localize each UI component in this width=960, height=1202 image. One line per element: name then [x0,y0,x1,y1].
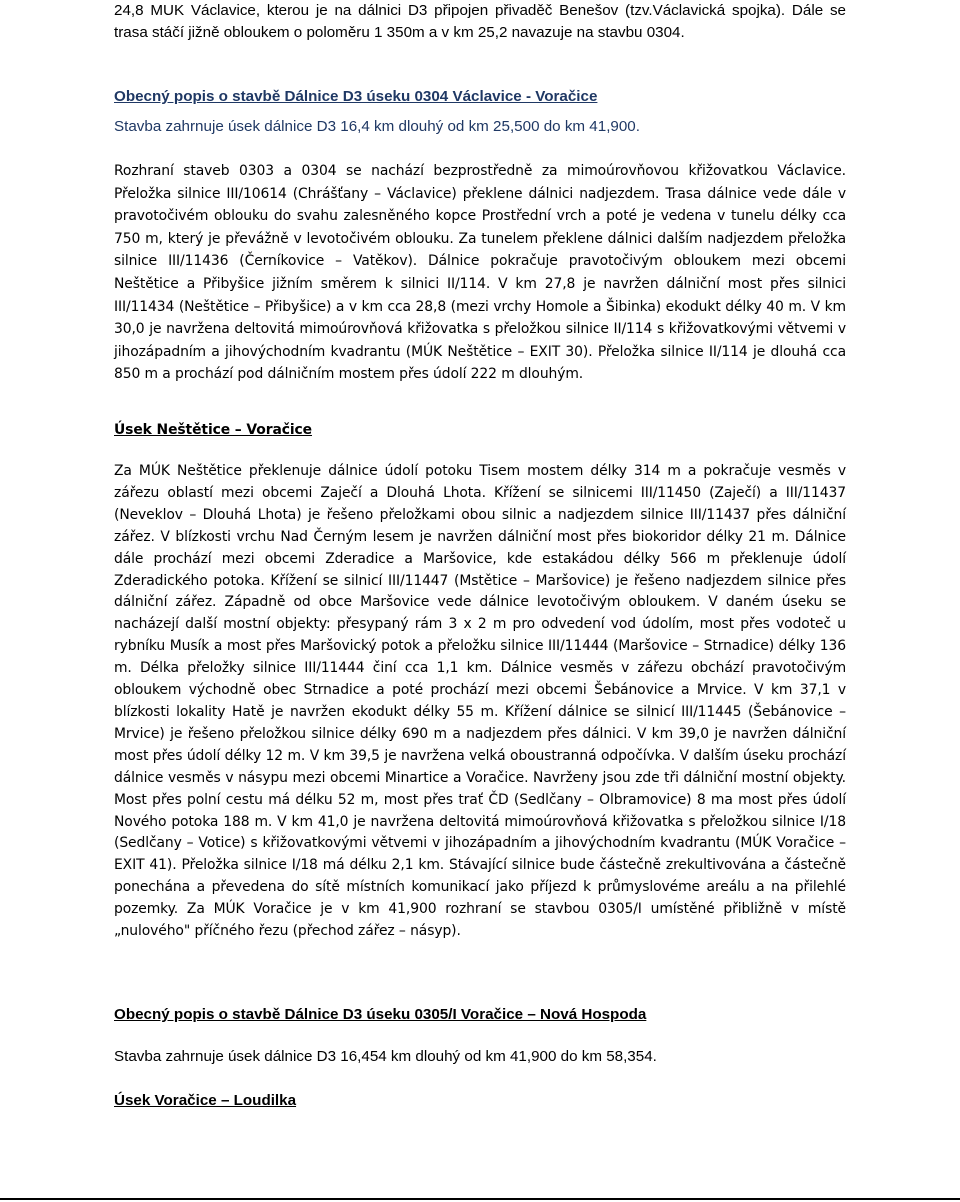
section-0304-summary: Stavba zahrnuje úsek dálnice D3 16,4 km dlouhý od km 25,500 do km 41,900. [114,118,640,135]
page-bottom-rule [0,1198,960,1200]
section-nestetice-heading: Úsek Neštětice – Voračice [114,422,312,438]
section-loudilka-heading: Úsek Voračice – Loudilka [114,1092,297,1109]
section-0304-description: Rozhraní staveb 0303 a 0304 se nachází bezprostředně za mimoúrovňovou křižovatkou Václavice. Přeložka silnice III/10614 (Chrášťany – Václavice) překlene dálnici nadjezdem. Trasa dálnice vede dále v pravotočivém oblouku do svahu zalesněného kopce Prostřední vrch a poté je vedena v tunelu délky cca 750 m, který je převážně v levotočivém oblouku. Za tunelem překlene dálnici dalším nadjezdem přeložka silnice III/11436 (Černíkovice – Vatěkov). Dálnice pokračuje pravotočivým obloukem mezi obcemi Neštětice a Přibyšice jižním směrem k silnici II/114. V km 27,8 je navržen dálniční most přes silnici III/11434 (Neštětice – Přibyšice) a v km cca 28,8 (mezi vrchy Homole a Šibinka) ekodukt délky 40 m. V km 30,0 je navržena deltovitá mimoúrovňová křižovatka s přeložkou silnice II/114 s křižovatkovými větvemi v jihozápadním a jihovýchodním kvadrantu (MÚK Neštětice – EXIT 30). Přeložka silnice II/114 je dlouhá cca 850 m a prochází pod dálničním mostem přes údolí 222 m dlouhým. [114,163,846,383]
section-0304-heading: Obecný popis o stavbě Dálnice D3 úseku 0304 Václavice - Voračice [114,88,598,105]
section-0305-summary: Stavba zahrnuje úsek dálnice D3 16,454 km dlouhý od km 41,900 do km 58,354. [114,1048,657,1065]
section-0305-heading: Obecný popis o stavbě Dálnice D3 úseku 0305/I Voračice – Nová Hospoda [114,1006,647,1023]
intro-paragraph: 24,8 MUK Václavice, kterou je na dálnici D3 připojen přivaděč Benešov (tzv.Václavická spojka). Dále se trasa stáčí jižně obloukem o poloměru 1 350m a v km 25,2 navazuje na stavbu 0304. [114,2,846,41]
section-nestetice-text: Za MÚK Neštětice překlenuje dálnice údolí potoku Tisem mostem délky 314 m a pokračuje vesměs v zářezu oblastí mezi obcemi Zaječí a Dlouhá Lhota. Křížení se silnicemi III/11450 (Zaječí) a III/11437 (Neveklov – Dlouhá Lhota) je řešeno přeložkami obou silnic a nadjezdem silnice III/11437 přes dálniční zářez. V blízkosti vrchu Nad Černým lesem je navržen dálniční most přes biokoridor délky 21 m. Dálnice dále prochází mezi obcemi Zderadice a Maršovice, kde estakádou délky 566 m překlenuje údolí Zderadického potoka. Křížení se silnicí III/11447 (Mstětice – Maršovice) je řešeno nadjezdem silnice přes dálniční zářez. Západně od obce Maršovice vede dálnice levotočivým obloukem. V daném úseku se nacházejí další mostní objekty: přesypaný rám 3 x 2 m pro odvedení vod údolím, most přes vodoteč u rybníku Musík a most přes Maršovický potok a přeložku silnice III/11444 (Maršovice – Strnadice) délky 136 m. Délka přeložky silnice III/11444 činí cca 1,1 km. Dálnice vesměs v zářezu obchází pravotočivým obloukem východně obec Strnadice a poté prochází mezi obcemi Šebánovice a Mrvice. V km 37,1 v blízkosti lokality Hatě je navržen ekodukt délky 55 m. Křížení dálnice se silnicí III/11445 (Šebánovice – Mrvice) je řešeno přeložkou silnice délky 690 m a nadjezdem přes dálnici. V km 39,0 je navržen dálniční most přes údolí délky 12 m. V km 39,5 je navržena velká oboustranná odpočívka. V dalším úseku prochází dálnice vesměs v násypu mezi obcemi Minartice a Voračice. Navrženy jsou zde tři dálniční mostní objekty. Most přes polní cestu má délku 52 m, most přes trať ČD (Sedlčany – Olbramovice) 8 ma most přes údolí Nového potoka 188 m. V km 41,0 je navržena deltovitá mimoúrovňová křižovatka s přeložkou silnice I/18 (Sedlčany – Votice) s křižovatkovými větvemi v jihozápadním a jihovýchodním kvadrantu (MÚK Voračice – EXIT 41). Přeložka silnice I/18 má délku 2,1 km. Stávající silnice bude částečně zrekultivována a částečně ponechána a převedena do sítě místních komunikací jako příjezd k průmyslovéme areálu a na přilehlé pozemky. Za MÚK Voračice je v km 41,900 rozhraní se stavbou 0305/I umístěné přibližně v místě „nulového" příčného řezu (přechod zářez – násyp). [114,463,846,940]
